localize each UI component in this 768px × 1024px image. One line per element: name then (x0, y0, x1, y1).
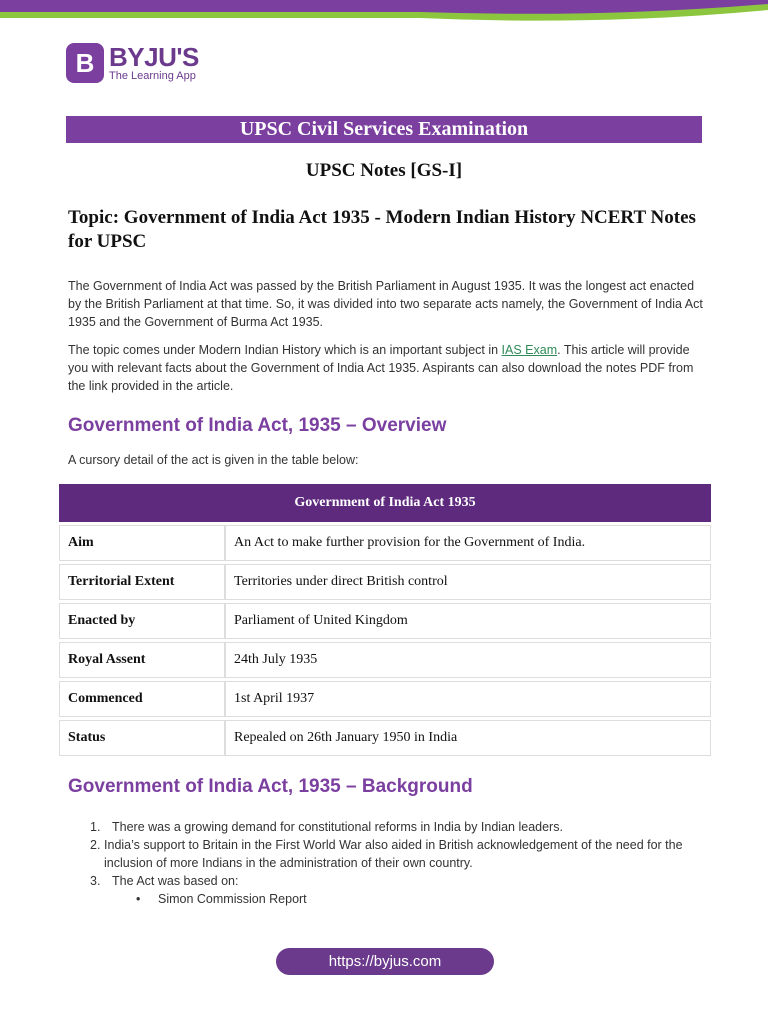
intro-paragraph-1: The Government of India Act was passed by the British Parliament in August 1935. It was the longest act enacted by the British Parliament at that time. So, it was divided into two separate acts namely, the Government of India Act 1935 and the Government of Burma Act 1935. (68, 279, 703, 329)
list-item (90, 872, 710, 890)
overview-heading: Government of India Act, 1935 – Overview (68, 415, 447, 436)
table-row (59, 525, 711, 561)
act-details-table (59, 481, 711, 759)
row-key: Status (59, 720, 225, 756)
sub-list-item (136, 890, 710, 908)
row-key: Territorial Extent (59, 564, 225, 600)
row-value: Parliament of United Kingdom (225, 603, 711, 639)
brand-tagline: The Learning App (109, 70, 196, 82)
overview-lead-text: A cursory detail of the act is given in the table below: (68, 453, 359, 467)
list-number: 3. (90, 874, 101, 888)
row-key: Royal Assent (59, 642, 225, 678)
background-heading: Government of India Act, 1935 – Background (68, 776, 473, 797)
intro-paragraph-2-text-a: The topic comes under Modern Indian History which is an important subject in (68, 343, 502, 357)
footer-url-link[interactable]: https://byjus.com (276, 948, 494, 975)
table-header-row (59, 484, 711, 522)
row-key: Commenced (59, 681, 225, 717)
row-value: Repealed on 26th January 1950 in India (225, 720, 711, 756)
list-text: There was a growing demand for constitutional reforms in India by Indian leaders. (112, 820, 563, 834)
list-text: India’s support to Britain in the First World War also aided in British acknowledgement of the need for the inclusion of more Indians in the administration of their own country. (104, 838, 683, 870)
row-value: Territories under direct British control (225, 564, 711, 600)
row-key: Aim (59, 525, 225, 561)
ias-exam-link[interactable]: IAS Exam (501, 343, 558, 357)
intro-paragraph-2-text-b: . This article will provide you with relevant facts about the Government of India Act 1935. Aspirants can also download the notes PDF from the link provided in the article. (68, 343, 694, 393)
table-row (59, 642, 711, 678)
table-row (59, 681, 711, 717)
row-value: An Act to make further provision for the Government of India. (225, 525, 711, 561)
row-value: 1st April 1937 (225, 681, 711, 717)
byjus-logo-icon: B (66, 43, 104, 83)
exam-banner: UPSC Civil Services Examination (66, 116, 702, 143)
bullet-icon: • (136, 892, 141, 906)
list-number: 1. (90, 820, 101, 834)
byjus-logo[interactable] (66, 43, 199, 83)
row-value: 24th July 1935 (225, 642, 711, 678)
list-item (90, 836, 710, 872)
list-number: 2. (90, 838, 101, 852)
table-title: Government of India Act 1935 (59, 484, 711, 522)
intro-paragraph-2 (68, 341, 708, 395)
table-row (59, 603, 711, 639)
list-item (90, 818, 710, 836)
notes-subtitle: UPSC Notes [GS-I] (305, 160, 463, 181)
table-row (59, 564, 711, 600)
row-key: Enacted by (59, 603, 225, 639)
list-text: The Act was based on: (112, 874, 239, 888)
table-row (59, 720, 711, 756)
background-list (90, 818, 710, 908)
topic-heading: Topic: Government of India Act 1935 - Modern Indian History NCERT Notes for UPSC (68, 207, 696, 252)
brand-name: BYJU'S (109, 42, 199, 72)
sub-list-text: Simon Commission Report (158, 892, 307, 906)
header-decorative-band (0, 0, 768, 26)
